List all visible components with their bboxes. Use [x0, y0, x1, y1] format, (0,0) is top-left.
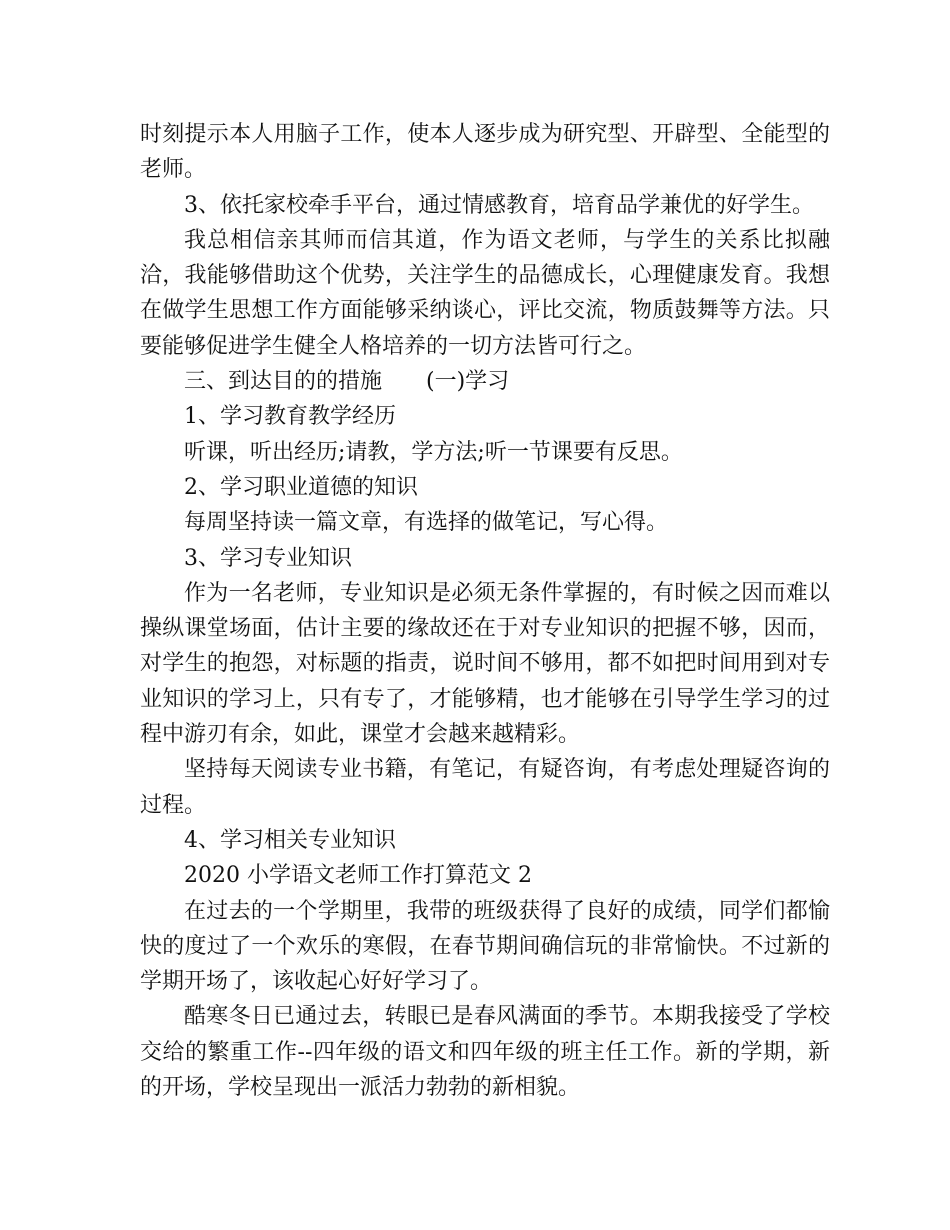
paragraph-continued: 时刻提示本人用脑子工作，使本人逐步成为研究型、开辟型、全能型的老师。 — [140, 122, 830, 183]
list-item-study-3: 3、学习专业知识 — [184, 545, 352, 571]
paragraph-study-2-detail: 每周坚持读一篇文章，有选择的做笔记，写心得。 — [184, 510, 669, 536]
list-item-study-2: 2、学习职业道德的知识 — [184, 474, 418, 500]
paragraph-study-1-detail: 听课，听出经历;请教，学方法;听一节课要有反思。 — [184, 439, 683, 465]
paragraph-goal-3: 3、依托家校牵手平台，通过情感教育，培育品学兼优的好学生。 — [184, 192, 814, 218]
paragraph-study-3-detail: 作为一名老师，专业知识是必须无条件掌握的，有时候之因而难以操纵课堂场面，估计主要的缘故还在于对专业知识的把握不够，因而，对学生的抱怨，对标题的指责，说时间不够用，都不如把时间用到对专业知识的学习上，只有专了，才能够精，也才能够在引导学生学习的过程中游刃有余，如此，课堂才会越来越精彩。 — [140, 580, 830, 748]
section-subheading-study: (一)学习 — [426, 369, 510, 395]
paragraph-moral-education: 我总相信亲其师而信其道，作为语文老师，与学生的关系比拟融洽，我能够借助这个优势，关注学生的品德成长，心理健康发育。我想在做学生思想工作方面能够采纳谈心，评比交流，物质鼓舞等方法。只要能够促进学生健全人格培养的一切方法皆可行之。 — [140, 227, 830, 359]
list-item-study-1: 1、学习教育教学经历 — [184, 404, 396, 430]
list-item-study-4: 4、学习相关专业知识 — [184, 827, 396, 853]
document-body — [140, 117, 830, 1105]
document-section-title: 2020 小学语文老师工作打算范文 2 — [184, 863, 532, 889]
paragraph-daily-reading: 坚持每天阅读专业书籍，有笔记，有疑咨询，有考虑处理疑咨询的过程。 — [140, 757, 830, 818]
section-heading-measures — [140, 364, 830, 399]
section-heading-title: 三、到达目的的措施 — [184, 369, 383, 395]
paragraph-last-semester: 在过去的一个学期里，我带的班级获得了良好的成绩，同学们都愉快的度过了一个欢乐的寒假，在春节期间确信玩的非常愉快。不过新的学期开场了，该收起心好好学习了。 — [140, 898, 830, 995]
paragraph-new-semester: 酷寒冬日已通过去，转眼已是春风满面的季节。本期我接受了学校交给的繁重工作--四年级的语文和四年级的班主任工作。新的学期，新的开场，学校呈现出一派活力勃勃的新相貌。 — [140, 1004, 830, 1101]
